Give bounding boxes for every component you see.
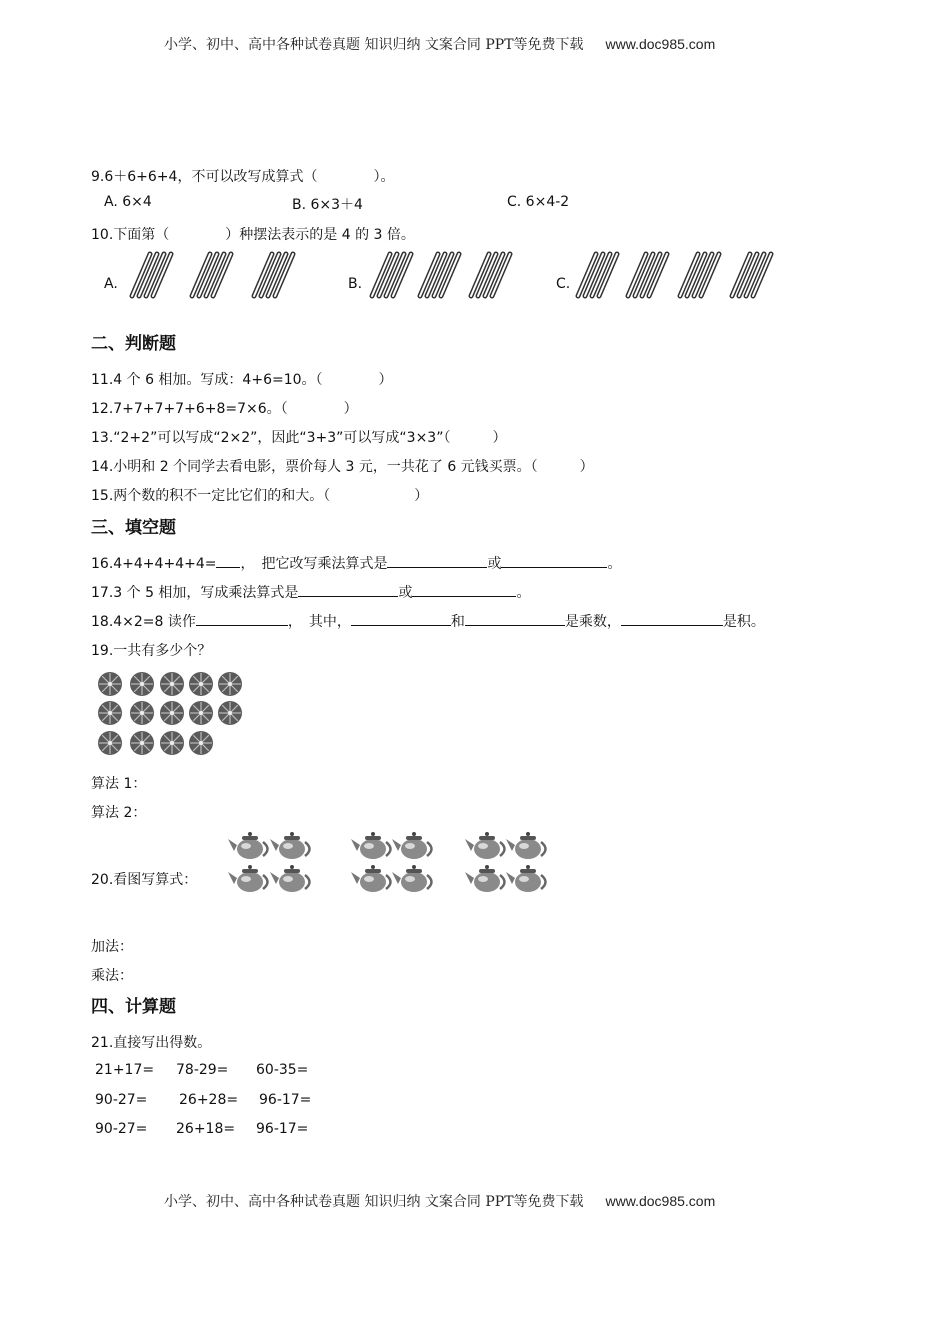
question-11: 11.4 个 6 相加。写成：4+6=10。（ ） — [91, 372, 393, 388]
teapot-icon — [506, 832, 546, 859]
question-14: 14.小明和 2 个同学去看电影，票价每人 3 元，一共花了 6 元钱买票。（ ） — [91, 459, 594, 475]
calc-r3-c3: 96-17= — [256, 1121, 309, 1137]
calc-r1-c1: 21+17= — [95, 1062, 155, 1078]
calc-r2-c1: 90-27= — [95, 1092, 148, 1108]
calc-r1-c2: 78-29= — [176, 1062, 229, 1078]
teapot-icon — [465, 865, 505, 892]
teapot-icon — [351, 832, 391, 859]
q17-part-a: 17.3 个 5 相加，写成乘法算式是 — [91, 585, 299, 601]
question-19: 19.一共有多少个？ — [91, 643, 212, 659]
teapot-icon — [351, 865, 391, 892]
question-9: 9.6＋6+6+4，不可以改写成算式（ ）。 — [91, 169, 395, 185]
calc-r2-c3: 96-17= — [259, 1092, 312, 1108]
teapot-icon — [270, 865, 310, 892]
q20-addition: 加法： — [91, 939, 133, 955]
q18-part-c: 和 — [450, 614, 465, 630]
footer-text: 小学、初中、高中各种试卷真题 知识归纳 文案合同 PPT等免费下载 — [164, 1194, 584, 1210]
q18-part-b: ， 其中， — [287, 614, 351, 630]
question-12: 12.7+7+7+7+6+8=7×6。（ ） — [91, 401, 358, 417]
q17-part-c: 。 — [516, 585, 531, 601]
question-13: 13.“2+2”可以写成“2×2”，因此“3+3”可以写成“3×3”（ ） — [91, 430, 507, 446]
q18-part-a: 18.4×2=8 读作 — [91, 614, 196, 630]
teapot-icon — [228, 865, 268, 892]
teapot-icon — [228, 832, 268, 859]
q10-option-c: C. — [556, 276, 571, 292]
q16-part-b: ， 把它改写乘法算式是 — [240, 556, 388, 572]
section-3-title: 三、填空题 — [91, 518, 176, 538]
q16-part-d: 。 — [607, 556, 622, 572]
q19-method-1: 算法 1： — [91, 776, 147, 792]
q9-option-c: C. 6×4-2 — [507, 194, 570, 210]
q18-part-e: 是积。 — [722, 614, 765, 630]
question-20: 20.看图写算式： — [91, 872, 198, 888]
q18-part-d: 是乘数， — [564, 614, 621, 630]
header-url: www.doc985.com — [605, 36, 716, 52]
teapot-icon — [465, 832, 505, 859]
calc-r1-c3: 60-35= — [256, 1062, 309, 1078]
teapot-icon — [506, 865, 546, 892]
header-text: 小学、初中、高中各种试卷真题 知识归纳 文案合同 PPT等免费下载 — [164, 37, 584, 53]
q16-part-c: 或 — [487, 556, 502, 572]
q16-part-a: 16.4+4+4+4+4= — [91, 556, 217, 572]
calc-r3-c1: 90-27= — [95, 1121, 148, 1137]
teapot-icon — [392, 865, 432, 892]
calc-r3-c2: 26+18= — [176, 1121, 236, 1137]
section-2-title: 二、判断题 — [91, 334, 176, 354]
question-15: 15.两个数的积不一定比它们的和大。（ ） — [91, 488, 429, 504]
q17-part-b: 或 — [398, 585, 413, 601]
teapot-icon — [392, 832, 432, 859]
calc-r2-c2: 26+28= — [179, 1092, 239, 1108]
q9-option-b: B. 6×3＋4 — [292, 197, 363, 213]
q9-option-a: A. 6×4 — [104, 194, 152, 210]
question-10: 10.下面第（ ）种摆法表示的是 4 的 3 倍。 — [91, 227, 415, 243]
q19-method-2: 算法 2： — [91, 805, 147, 821]
footer-url: www.doc985.com — [605, 1193, 716, 1209]
q10-option-b: B. — [348, 276, 363, 292]
teapot-icon — [270, 832, 310, 859]
page-footer — [164, 1191, 715, 1211]
q20-multiplication: 乘法： — [91, 968, 133, 984]
q10-option-a: A. — [104, 276, 118, 292]
question-21: 21.直接写出得数。 — [91, 1035, 212, 1051]
section-4-title: 四、计算题 — [91, 997, 176, 1017]
